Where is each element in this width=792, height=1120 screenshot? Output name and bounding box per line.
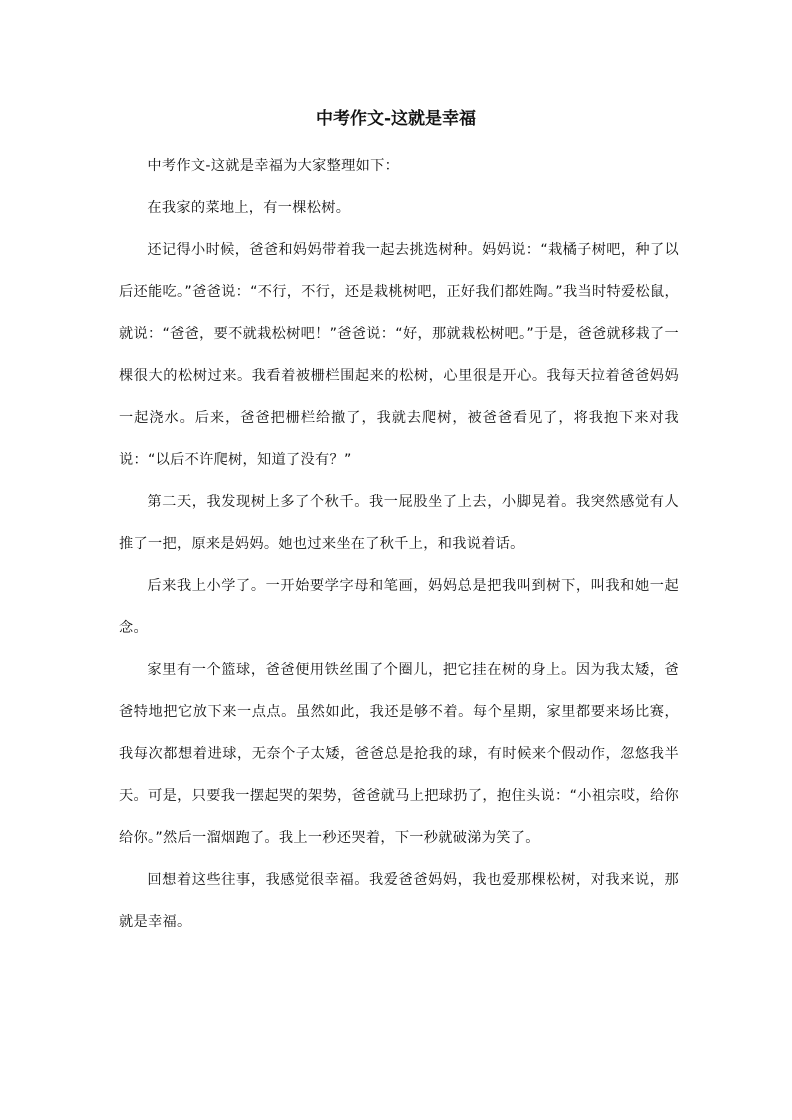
paragraph-pine-tree: 在我家的菜地上，有一棵松树。	[147, 200, 351, 216]
paragraph-swing: 第二天，我发现树上多了个秋千。我一屁股坐了上去，小脚晃着。我突然感觉有人推了一把，原来是妈妈。她也过来坐在了秋千上，和我说着话。	[119, 494, 679, 552]
page-title: 中考作文-这就是幸福	[315, 109, 477, 129]
paragraph-school: 后来我上小学了。一开始要学字母和笔画，妈妈总是把我叫到树下，叫我和她一起念。	[119, 578, 679, 636]
paragraph-choosing-tree: 还记得小时候，爸爸和妈妈带着我一起去挑选树种。妈妈说：“栽橘子树吧，种了以后还能吃。”爸爸说：“不行，不行，还是栽桃树吧，正好我们都姓陶。”我当时特爱松鼠，就说：“爸爸，要不就栽松树吧！”爸爸说：“好，那就栽松树吧。”于是，爸爸就移栽了一棵很大的松树过来。我看着被栅栏围起来的松树，心里很是开心。我每天拉着爸爸妈妈一起浇水。后来，爸爸把栅栏给撤了，我就去爬树，被爸爸看见了，将我抱下来对我说：“以后不许爬树，知道了没有？”	[119, 242, 679, 468]
essay-body	[119, 145, 679, 943]
paragraph-basketball: 家里有一个篮球，爸爸便用铁丝围了个圈儿，把它挂在树的身上。因为我太矮，爸爸特地把它放下来一点点。虽然如此，我还是够不着。每个星期，家里都要来场比赛，我每次都想着进球，无奈个子太矮，爸爸总是抢我的球，有时候来个假动作，忽悠我半天。可是，只要我一摆起哭的架势，爸爸就马上把球扔了，抱住头说：“小祖宗哎，给你给你。”然后一溜烟跑了。我上一秒还哭着，下一秒就破涕为笑了。	[119, 662, 679, 846]
paragraph-intro: 中考作文-这就是幸福为大家整理如下：	[147, 158, 400, 174]
paragraph-conclusion: 回想着这些往事，我感觉很幸福。我爱爸爸妈妈，我也爱那棵松树，对我来说，那就是幸福。	[119, 872, 679, 930]
